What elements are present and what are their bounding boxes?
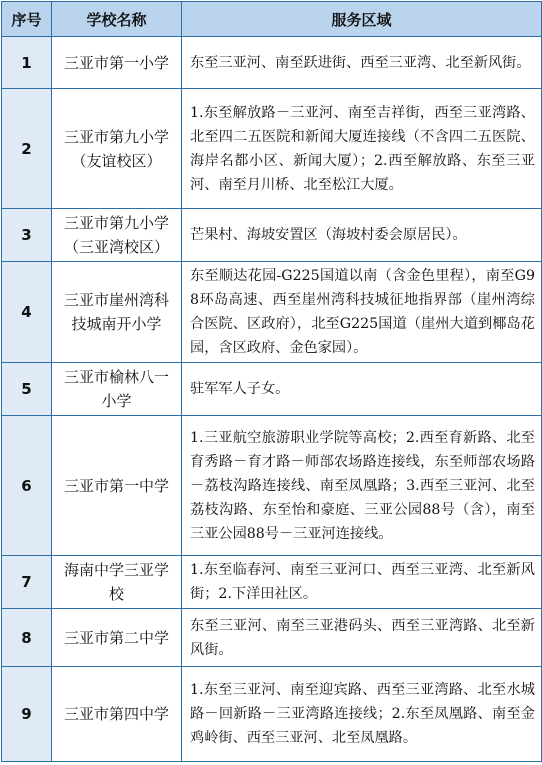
table-row (2, 667, 542, 762)
service-area: 东至顺达花园-G225国道以南（含金色里程），南至G98环岛高速、西至崖州湾科技城征地指界部（崖州湾综合医院、区政府），北至G225国道（崖州大道到椰岛花园，含区政府、金色家园）。 (182, 262, 542, 363)
table-row (2, 556, 542, 609)
table-row (2, 89, 542, 209)
school-name: 三亚市崖州湾科技城南开小学 (52, 262, 182, 363)
service-area: 1.东至临春河、南至三亚河口、西至三亚湾、北至新风街；2.下洋田社区。 (182, 556, 542, 609)
school-name: 三亚市第四中学 (52, 667, 182, 762)
table-row (2, 209, 542, 262)
service-area: 1.东至解放路－三亚河、南至吉祥街，西至三亚湾路、北至四二五医院和新闻大厦连接线（不含四二五医院、海岸名都小区、新闻大厦）；2.西至解放路、东至三亚河、南至月川桥、北至松江大厦。 (182, 89, 542, 209)
school-name: 三亚市第一中学 (52, 416, 182, 556)
header-area: 服务区域 (182, 2, 542, 37)
table-row (2, 37, 542, 89)
service-area: 东至三亚河、南至跃进街、西至三亚湾、北至新风街。 (182, 37, 542, 89)
row-index: 2 (2, 89, 52, 209)
table-row (2, 363, 542, 416)
school-name: 三亚市第九小学（三亚湾校区） (52, 209, 182, 262)
school-name: 三亚市第二中学 (52, 609, 182, 667)
service-area: 芒果村、海坡安置区（海坡村委会原居民）。 (182, 209, 542, 262)
service-area: 驻军军人子女。 (182, 363, 542, 416)
service-area: 1.三亚航空旅游职业学院等高校；2.西至育新路、北至育秀路－育才路－师部农场路连接线，东至师部农场路－荔枝沟路连接线、南至凤凰路；3.西至三亚河、北至荔枝沟路、东至怡和豪庭、三亚公园88号（含），南至三亚公园88号－三亚河连接线。 (182, 416, 542, 556)
school-name: 三亚市第九小学（友谊校区） (52, 89, 182, 209)
school-name: 三亚市榆林八一小学 (52, 363, 182, 416)
header-school: 学校名称 (52, 2, 182, 37)
row-index: 9 (2, 667, 52, 762)
school-name: 三亚市第一小学 (52, 37, 182, 89)
table-row (2, 416, 542, 556)
row-index: 7 (2, 556, 52, 609)
row-index: 8 (2, 609, 52, 667)
row-index: 1 (2, 37, 52, 89)
table-row (2, 609, 542, 667)
header-index: 序号 (2, 2, 52, 37)
school-zone-table (1, 1, 542, 762)
row-index: 5 (2, 363, 52, 416)
row-index: 3 (2, 209, 52, 262)
service-area: 东至三亚河、南至三亚港码头、西至三亚湾路、北至新风街。 (182, 609, 542, 667)
row-index: 6 (2, 416, 52, 556)
table-header-row (2, 2, 542, 37)
service-area: 1.东至三亚河、南至迎宾路、西至三亚湾路、北至水城路－回新路－三亚湾路连接线；2.东至凤凰路、南至金鸡岭街、西至三亚河、北至凤凰路。 (182, 667, 542, 762)
school-name: 海南中学三亚学校 (52, 556, 182, 609)
table-row (2, 262, 542, 363)
row-index: 4 (2, 262, 52, 363)
